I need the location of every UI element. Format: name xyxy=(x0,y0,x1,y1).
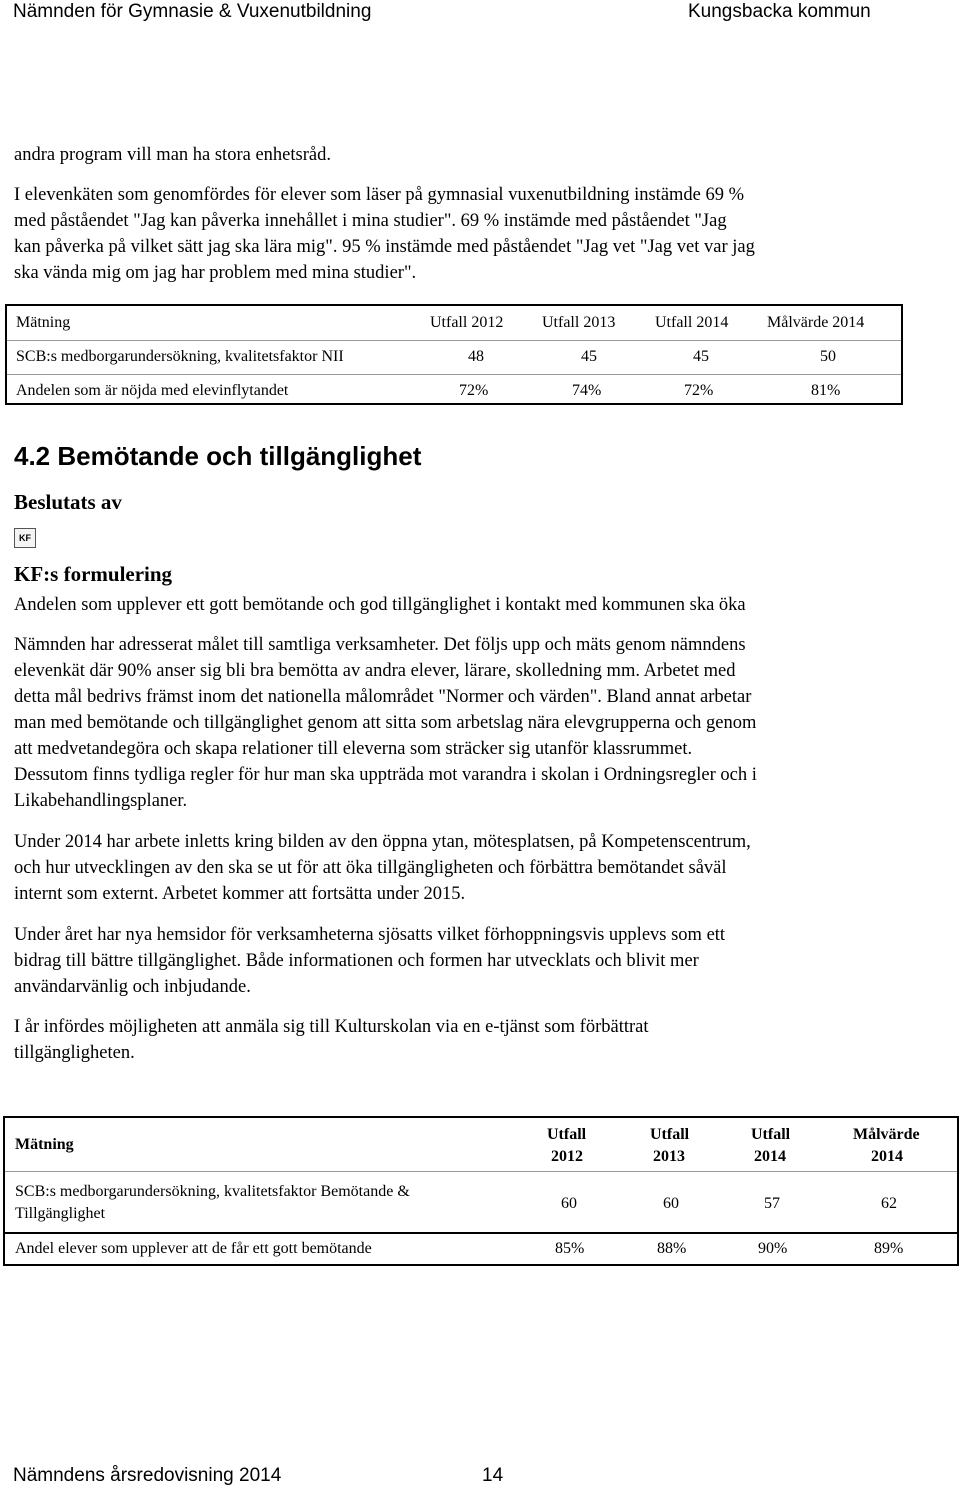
table1-header-2014: Utfall 2014 xyxy=(655,314,729,331)
page-header-right: Kungsbacka kommun xyxy=(688,1,871,22)
body-paragraph-3: Under året har nya hemsidor för verksamheterna sjösatts vilket förhoppningsvis upplevs som ett bidrag till bättre tillgänglighet. Både informationen och formen har utvecklats och blivit mer användarvänlig och inbjudande. xyxy=(14,925,726,997)
table2-header-measure: Mätning xyxy=(15,1136,74,1153)
measurement-table-1 xyxy=(5,304,903,405)
table1-row1-2013: 45 xyxy=(581,348,597,365)
table1-header-target: Målvärde 2014 xyxy=(767,314,865,331)
table1-header-2013: Utfall 2013 xyxy=(542,314,616,331)
page-footer-title: Nämndens årsredovisning 2014 xyxy=(13,1465,282,1486)
table2-row1-2013: 60 xyxy=(663,1195,679,1212)
body-paragraph-2: Under 2014 har arbete inletts kring bilden av den öppna ytan, mötesplatsen, på Kompetenscentrum, och hur utvecklingen av den ska se ut för att öka tillgängligheten och förbättra bemötandet såväl internt som externt. Arbetet kommer att fortsätta under 2015. xyxy=(14,832,751,904)
table1-row1-2012: 48 xyxy=(468,348,484,365)
table2-header-target-b: 2014 xyxy=(871,1148,903,1165)
table2-row1-label-line1: SCB:s medborgarundersökning, kvalitetsfaktor Bemötande & xyxy=(15,1183,410,1200)
table2-row2-2013: 88% xyxy=(657,1240,687,1257)
table2-header-2013-b: 2013 xyxy=(653,1148,685,1165)
table2-row1-2014: 57 xyxy=(764,1195,780,1212)
table1-header-2012: Utfall 2012 xyxy=(430,314,504,331)
table2-header-2012-a: Utfall xyxy=(547,1126,587,1143)
table2-row1-label-line2: Tillgänglighet xyxy=(15,1205,106,1222)
table1-row1-target: 50 xyxy=(820,348,836,365)
page-header-left: Nämnden för Gymnasie & Vuxenutbildning xyxy=(13,1,372,22)
table2-row2-label: Andel elever som upplever att de får ett gott bemötande xyxy=(15,1240,372,1257)
decided-by-heading: Beslutats av xyxy=(14,490,122,514)
table2-row2-target: 89% xyxy=(874,1240,904,1257)
body-paragraph-1: Nämnden har adresserat målet till samtliga verksamheter. Det följs upp och mäts genom nämndens elevenkät där 90% anser sig bli bra bemötta av andra elever, lärare, skolledning mm. Arbetet med detta mål bedrivs främst inom det nationella målområdet "Normer och värden". Bland annat arbetar man med bemötande och tillgänglighet genom att sitta som arbetslag nära elevgrupperna och genom att medvetandegöra och skapa relationer till eleverna som sträcker sig utanför klassrummet. Dessutom finns tydliga regler för hur man ska uppträda mot varandra i skolan i Ordningsregler och i Likabehandlingsplaner. xyxy=(14,635,757,811)
table1-row2-label: Andelen som är nöjda med elevinflytandet xyxy=(16,382,289,399)
table1-row1-label: SCB:s medborgarundersökning, kvalitetsfaktor NII xyxy=(16,348,344,365)
table2-row2-2014: 90% xyxy=(758,1240,788,1257)
body-paragraph-4: I år infördes möjligheten att anmäla sig till Kulturskolan via en e-tjänst som förbättrat tillgängligheten. xyxy=(14,1017,649,1063)
intro-line: andra program vill man ha stora enhetsråd. xyxy=(14,145,331,165)
table2-header-2012-b: 2012 xyxy=(551,1148,583,1165)
table2-row1-target: 62 xyxy=(881,1195,897,1212)
page-number: 14 xyxy=(482,1465,504,1486)
table1-row1-2014: 45 xyxy=(693,348,709,365)
table2-row2-2012: 85% xyxy=(555,1240,585,1257)
table1-header-measure: Mätning xyxy=(16,314,71,331)
table2-row1-2012: 60 xyxy=(561,1195,577,1212)
table2-header-2014-b: 2014 xyxy=(754,1148,786,1165)
intro-paragraph: I elevenkäten som genomfördes för elever som läser på gymnasial vuxenutbildning instämde 69 % med påståendet "Jag kan påverka innehållet i mina studier". 69 % instämde med påståendet "Jag kan påverka på vilket sätt jag ska lära mig". 95 % instämde med påståendet "Jag vet "Jag vet var jag ska vända mig om jag har problem med mina studier". xyxy=(14,185,755,283)
section-title: 4.2 Bemötande och tillgänglighet xyxy=(14,441,422,471)
formulation-heading: KF:s formulering xyxy=(14,562,173,586)
table2-header-2014-a: Utfall xyxy=(751,1126,791,1143)
table1-row2-2014: 72% xyxy=(684,382,714,399)
table2-header-2013-a: Utfall xyxy=(650,1126,690,1143)
table1-row2-target: 81% xyxy=(811,382,841,399)
table1-row2-2012: 72% xyxy=(459,382,489,399)
table2-header-target-a: Målvärde xyxy=(853,1126,920,1143)
formulation-text: Andelen som upplever ett gott bemötande och god tillgänglighet i kontakt med kommunen ska öka xyxy=(14,595,746,615)
kf-icon: KF xyxy=(14,528,36,548)
table1-row2-2013: 74% xyxy=(572,382,602,399)
measurement-table-2 xyxy=(3,1116,959,1266)
